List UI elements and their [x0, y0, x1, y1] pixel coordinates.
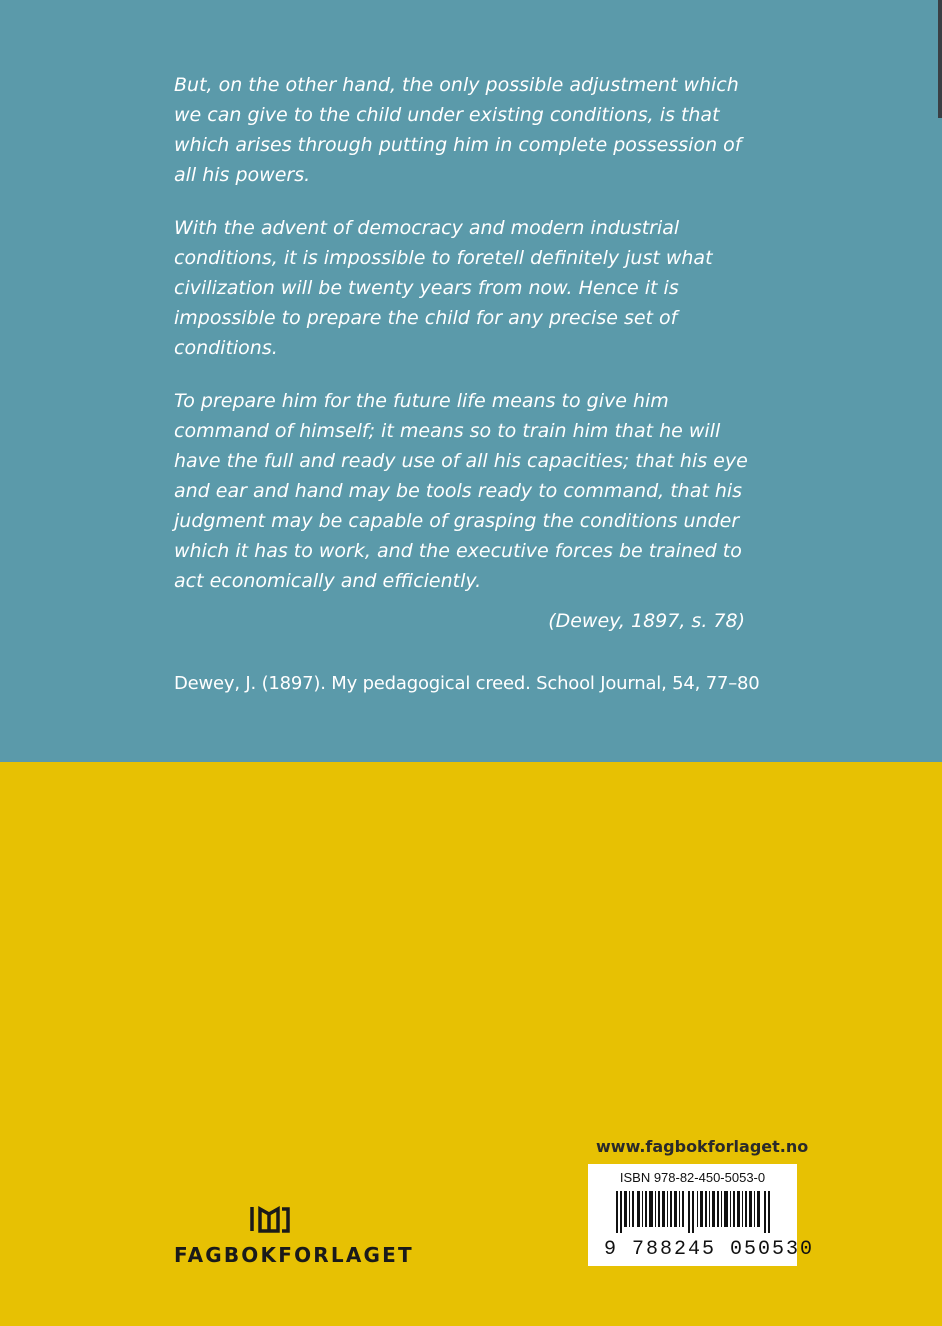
- quote-citation: (Dewey, 1897, s. 78): [548, 610, 745, 632]
- publisher-name: FAGBOKFORLAGET: [174, 1243, 414, 1267]
- quote-paragraph-1: But, on the other hand, the only possible adjustment which we can give to the child under existing conditions, is that which arises through putting him in complete possession of all his powers.: [174, 74, 742, 186]
- isbn-number: ISBN 978-82-450-5053-0: [619, 1170, 766, 1185]
- quote-block: [174, 70, 764, 619]
- publisher-url[interactable]: www.fagbokforlaget.no: [596, 1137, 809, 1156]
- ean-digits: 9 788245 050530: [604, 1238, 815, 1261]
- barcode-bars-icon: [616, 1191, 772, 1233]
- open-book-icon: [248, 1204, 290, 1234]
- publisher-logo: [174, 1204, 414, 1274]
- bibliographic-reference: Dewey, J. (1897). My pedagogical creed. School Journal, 54, 77–80: [174, 673, 760, 694]
- isbn-barcode: [588, 1164, 815, 1266]
- quote-paragraph-3: To prepare him for the future life means to give him command of himself; it means so to train him that he will have the full and ready use of all his capacities; that his eye and ear and hand may be tools ready to command, that his judgment may be capable of grasping the conditions under which it has to work, and the executive forces be trained to act economically and efficiently.: [174, 390, 748, 592]
- scrollbar-thumb[interactable]: [938, 0, 942, 118]
- quote-paragraph-2: With the advent of democracy and modern industrial conditions, it is impossible to foretell definitely just what civilization will be twenty years from now. Hence it is impossible to prepare the child for any precise set of conditions.: [174, 217, 713, 359]
